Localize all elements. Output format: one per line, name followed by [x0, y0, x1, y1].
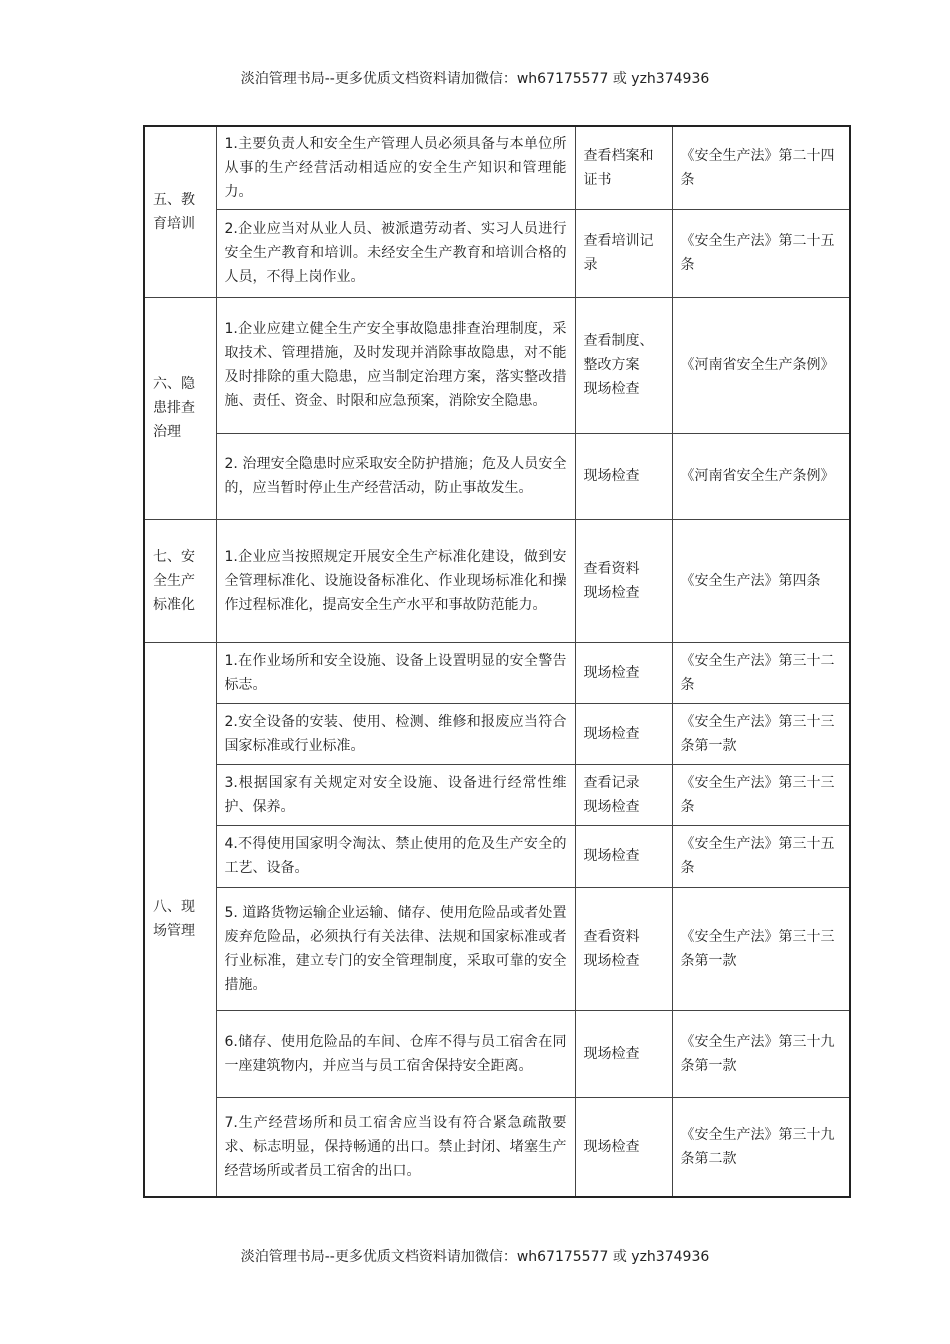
table-row: [144, 209, 850, 297]
requirement-cell: 1.企业应当按照规定开展安全生产标准化建设，做到安全管理标准化、设施设备标准化、作业现场标准化和操作过程标准化，提高安全生产水平和事故防范能力。: [216, 519, 575, 642]
method-line: 现场检查: [583, 584, 640, 601]
table-row: [144, 1097, 850, 1197]
requirement-cell: 3.根据国家有关规定对安全设施、设备进行经常性维护、保养。: [216, 764, 575, 825]
method-line: 现场检查: [583, 1138, 640, 1155]
category-cell: 七、安全生产标准化: [144, 519, 216, 642]
method-line: 查看记录: [583, 774, 640, 791]
basis-cell: 《安全生产法》第三十三条第一款: [672, 703, 850, 764]
basis-cell: 《安全生产法》第四条: [672, 519, 850, 642]
page-header: 淡泊管理书局--更多优质文档资料请加微信：wh67175577 或 yzh374936: [240, 71, 710, 87]
basis-cell: 《安全生产法》第二十五条: [672, 209, 850, 297]
basis-cell: 《安全生产法》第三十九条第一款: [672, 1010, 850, 1097]
method-line: 现场检查: [583, 798, 640, 815]
table-row: [144, 703, 850, 764]
method-cell: [575, 1010, 672, 1097]
basis-cell: 《安全生产法》第三十五条: [672, 825, 850, 887]
category-cell: 六、隐患排查治理: [144, 297, 216, 519]
method-line: 查看档案和证书: [583, 147, 654, 188]
basis-cell: 《河南省安全生产条例》: [672, 297, 850, 433]
method-line: 现场检查: [583, 725, 640, 742]
basis-cell: 《河南省安全生产条例》: [672, 433, 850, 519]
basis-cell: 《安全生产法》第三十九条第二款: [672, 1097, 850, 1197]
method-cell: [575, 209, 672, 297]
requirement-cell: 1.主要负责人和安全生产管理人员必须具备与本单位所从事的生产经营活动相适应的安全生产知识和管理能力。: [216, 126, 575, 209]
method-line: 现场检查: [583, 468, 640, 484]
category-cell: 五、教育培训: [144, 126, 216, 297]
table-row: [144, 126, 850, 209]
method-line: 现场检查: [583, 664, 640, 681]
requirement-cell: 7.生产经营场所和员工宿舍应当设有符合紧急疏散要求、标志明显，保持畅通的出口。禁止封闭、堵塞生产经营场所或者员工宿舍的出口。: [216, 1097, 575, 1197]
category-cell: 八、现场管理: [144, 642, 216, 1197]
requirement-cell: 1.在作业场所和安全设施、设备上设置明显的安全警告标志。: [216, 642, 575, 703]
method-cell: [575, 297, 672, 433]
method-cell: [575, 519, 672, 642]
method-cell: [575, 703, 672, 764]
method-line: 现场检查: [583, 381, 640, 397]
method-cell: [575, 825, 672, 887]
requirement-cell: 2. 治理安全隐患时应采取安全防护措施；危及人员安全的，应当暂时停止生产经营活动，防止事故发生。: [216, 433, 575, 519]
inspection-table: [143, 125, 851, 1198]
table-row: [144, 642, 850, 703]
page-footer: 淡泊管理书局--更多优质文档资料请加微信：wh67175577 或 yzh374936: [240, 1249, 710, 1265]
requirement-cell: 2.安全设备的安装、使用、检测、维修和报废应当符合国家标准或行业标准。: [216, 703, 575, 764]
table-row: [144, 519, 850, 642]
table-row: [144, 887, 850, 1010]
basis-cell: 《安全生产法》第三十三条第一款: [672, 887, 850, 1010]
method-cell: [575, 433, 672, 519]
method-line: 查看培训记录: [583, 233, 654, 273]
method-line: 查看制度、整改方案: [583, 333, 654, 373]
method-line: 现场检查: [583, 952, 640, 969]
requirement-cell: 6.储存、使用危险品的车间、仓库不得与员工宿舍在同一座建筑物内，并应当与员工宿舍保持安全距离。: [216, 1010, 575, 1097]
table-row: [144, 433, 850, 519]
requirement-cell: 5. 道路货物运输企业运输、储存、使用危险品或者处置废弃危险品，必须执行有关法律、法规和国家标准或者行业标准，建立专门的安全管理制度，采取可靠的安全措施。: [216, 887, 575, 1010]
method-cell: [575, 1097, 672, 1197]
basis-cell: 《安全生产法》第三十二条: [672, 642, 850, 703]
table-row: [144, 764, 850, 825]
requirement-cell: 1.企业应建立健全生产安全事故隐患排查治理制度，采取技术、管理措施，及时发现并消除事故隐患，对不能及时排除的重大隐患，应当制定治理方案，落实整改措施、责任、资金、时限和应急预案，消除安全隐患。: [216, 297, 575, 433]
method-cell: [575, 887, 672, 1010]
method-line: 现场检查: [583, 1045, 640, 1062]
requirement-cell: 4.不得使用国家明令淘汰、禁止使用的危及生产安全的工艺、设备。: [216, 825, 575, 887]
table-row: [144, 1010, 850, 1097]
basis-cell: 《安全生产法》第三十三条: [672, 764, 850, 825]
method-line: 现场检查: [583, 848, 640, 864]
basis-cell: 《安全生产法》第二十四条: [672, 126, 850, 209]
table-row: [144, 825, 850, 887]
requirement-cell: 2.企业应当对从业人员、被派遣劳动者、实习人员进行安全生产教育和培训。未经安全生产教育和培训合格的人员，不得上岗作业。: [216, 209, 575, 297]
table-row: [144, 297, 850, 433]
method-cell: [575, 642, 672, 703]
method-cell: [575, 764, 672, 825]
method-cell: [575, 126, 672, 209]
method-line: 查看资料: [583, 560, 640, 577]
method-line: 查看资料: [583, 928, 640, 945]
